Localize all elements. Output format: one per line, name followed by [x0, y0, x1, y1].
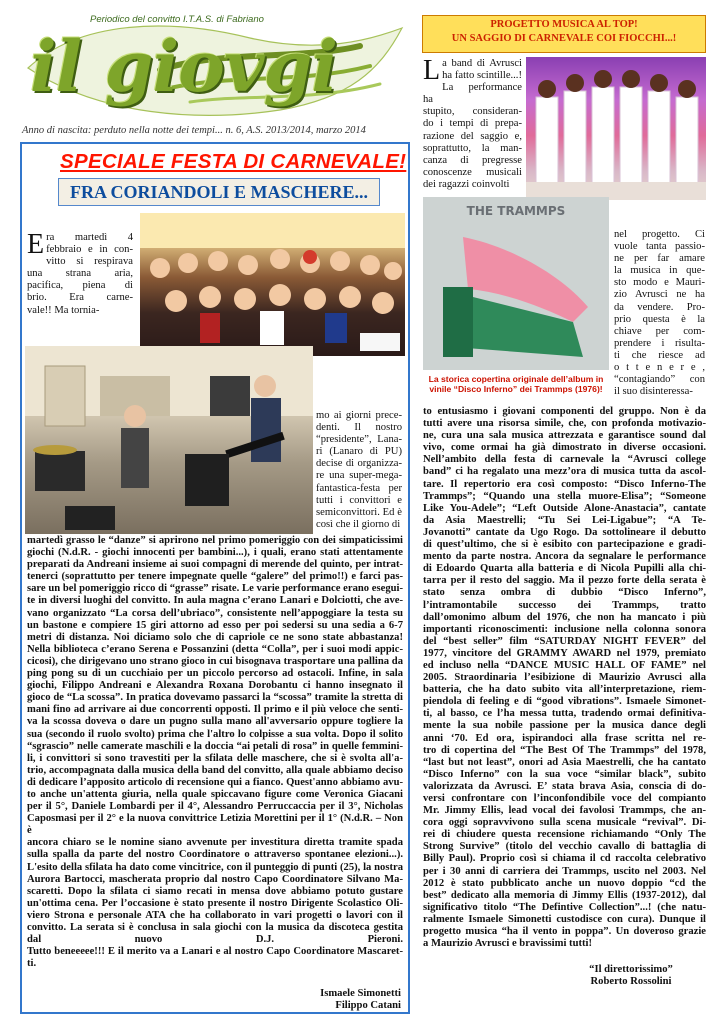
- text-line: pacifica, piena di: [27, 280, 133, 292]
- text-line: brio. Era carne-: [27, 292, 133, 304]
- album-label: THE TRAMMPS: [466, 204, 566, 218]
- masthead-title: il giovgi: [30, 25, 337, 108]
- text-line: anni ‘70. Ed ora, ispirandoci alla frase scritta nel re-: [423, 732, 706, 744]
- text-line: “sgrascio” nelle camerate maschili e la doccia “ai petali di rosa” in quelle femmini-: [27, 740, 403, 752]
- text-line: ri (Lanaro di PU): [316, 446, 402, 458]
- text-line: prendere i risulta-: [614, 337, 705, 349]
- author-2: Filippo Catani: [335, 1000, 401, 1012]
- carnival-crowd-illustration: [140, 213, 405, 356]
- text-line: valorizzata da Avrusci. E’ stata brava Asia, conscia di do-: [423, 780, 706, 792]
- text-line: tare. Il repertorio era così composto: “Disco Inferno-The: [423, 478, 706, 490]
- text-line: Like You-Adele”; “Left Outside Alone-Anastacia”, cantate: [423, 502, 706, 514]
- right-title-line1: PROGETTO MUSICA AL TOP!: [490, 19, 638, 30]
- text-line: ra martedì 4: [46, 232, 133, 243]
- text-line: “last but not least”, onori ad Asia Maestrelli, che ha cantato: [423, 756, 706, 768]
- text-line: un bastone e compiere 15 giri attorno ad esso per poi sedersi su una sedia a 6-7: [27, 619, 403, 631]
- disco-inferno-album-photo: [423, 197, 609, 370]
- text-line: “Disco Inferno” con la sua voce “similar black”, subito: [423, 768, 706, 780]
- text-line: la musica in que-: [614, 265, 705, 277]
- text-line: Trammps”; “Quando una stella muore-Elisa”; “Someone: [423, 490, 706, 502]
- text-line: del “best seller” film “SATURDAY NIGHT FEVER” del: [423, 635, 706, 647]
- text-line: tro di copertina del “The Best Of The Trammps” del 1978,: [423, 744, 706, 756]
- album-caption: La storica copertina originale dell’album in vinile “Disco Inferno” dei Trammps (1976)!: [428, 374, 604, 394]
- text-line: trio, accompagnata dalla musica della band del convitto, alla quale abbiamo deciso: [27, 764, 403, 776]
- text-line: canza di pregresse: [423, 154, 522, 166]
- right-body-lines: [423, 406, 706, 950]
- text-line: ti che riesce ad: [614, 349, 705, 361]
- text-line: 2012 è stato pubblicato anche un nuovo doppio “cd the: [423, 877, 706, 889]
- text-line: importanti riconoscimenti: inclusione nella colonna sonora: [423, 623, 706, 635]
- right-intro-paragraph: [423, 55, 522, 191]
- text-line: tutti i convittori e: [316, 494, 402, 506]
- trammps-band-photo: [526, 57, 706, 200]
- text-line: sulla spalla da parte del nostro Coordinatore o attraverso spontanee elezioni...).: [27, 849, 403, 861]
- text-line: ne, cura una sala musica attrezzata e garantisce sound dal: [423, 430, 706, 442]
- school-band-photo: [25, 346, 313, 534]
- text-line: a Maurizio Avrusci e bravissimi tutti!: [423, 938, 592, 950]
- text-line: ti, al basso, ce l’ha messa tutta, tradendo ormai definitiva-: [423, 708, 706, 720]
- text-line: soprattutto, la man-: [423, 142, 522, 154]
- text-line: Tutto beneeeee!!! E il merito va a Lanari e al nostro Capo Coordinatore Mascaret-: [27, 946, 403, 958]
- text-line: o t t e n e r e ,: [614, 362, 705, 374]
- text-line: ancora chiaro se le nomine siano avvenute per investitura diretta tramite spada: [27, 837, 403, 849]
- text-line: batteria, che ha dato subito vita all’interpretazione, riem-: [423, 684, 706, 696]
- text-line: va la scossa doveva o dare un pugno sulla mano all'avversario oppure togliere la: [27, 716, 403, 728]
- text-line: progetto musica “ha il vento in poppa”. Un doveroso grazie: [423, 926, 706, 938]
- text-line: re una super-mega-: [316, 470, 402, 482]
- text-line: giochi (N.d.R. - giochi innocenti per bambini...), i quali, erano stati attentamente: [27, 547, 403, 559]
- text-line: ne per far amare: [614, 253, 705, 265]
- text-line: mo ai giorni prece-: [316, 410, 402, 421]
- text-line: li, i convittori si sono travestiti per la sfilata delle maschere, che si è svolta all'a-: [27, 752, 403, 764]
- text-line: Aurora Bartocci, mascherata proprio dal nostro Capo Coordinatore Silvano Ma-: [27, 873, 403, 885]
- right-author: Roberto Rossolini: [590, 976, 672, 988]
- text-line: preparati da Andreani insieme ai suoi compagni di merende del quinto, per intrat-: [27, 559, 403, 571]
- band-stage-illustration: [25, 346, 313, 534]
- text-line: Mr. Jimmy Ellis, lead vocal dei favolosi Trammps, che an-: [423, 805, 706, 817]
- text-line: Nell’ambito della festa di carnevale la “Avrusci college: [423, 454, 706, 466]
- text-line: ralmente Ismaele Simonetti custodisce con cura). Dunque il: [423, 913, 706, 925]
- drop-cap: E: [27, 229, 45, 260]
- text-line: te in diversi luoghi del convitto. In aula magna c’erano Lanari e Dolciotti, che ave-: [27, 595, 403, 607]
- text-line: nel progetto. Ci: [614, 229, 705, 240]
- text-line: stato senza ombra di dubbio “Disco Inferno”,: [423, 587, 706, 599]
- carnival-group-photo: [140, 213, 405, 356]
- signoff: “Il direttorissimo”: [589, 964, 673, 975]
- text-line: zio Avrusci ne ha: [614, 289, 705, 301]
- text-line: piendola di feeling e di “good vibrations”. Ismaele Simonet-: [423, 696, 706, 708]
- text-line: decise di organizza-: [316, 458, 402, 470]
- text-line: “contagiando” con: [614, 374, 705, 386]
- right-drop-cap: L: [423, 55, 441, 86]
- text-line: ha fatto scintille...!: [442, 70, 522, 82]
- text-line: vivo, come ormai ha già dimostrato in diverse occasioni.: [423, 442, 706, 454]
- text-line: un'ottima cena. Per l’occasione è stato presente il nostro Dirigente Scolastico Oli-: [27, 897, 403, 909]
- text-line: l’intramontabile successo dei Trammps, tratto: [423, 599, 706, 611]
- text-line: Strong Survive” (titolo del vecchio cavallo di battaglia di: [423, 841, 706, 853]
- author-1: Ismaele Simonetti: [320, 988, 401, 999]
- text-line: 2005. Straordinaria l’esibizione di Maurizio Avrusci alla: [423, 672, 706, 684]
- text-line: to entusiasmo i giovani componenti del gruppo. Non è da: [423, 406, 706, 417]
- text-line: sare un bel pomeriggio ricco di “grasse” risate. Le varie performance erano esegui-: [27, 583, 403, 595]
- text-line: di quest’ultimo, che si è esibito con partecipazione e gradi-: [423, 539, 706, 551]
- left-side-paragraph: [316, 410, 402, 531]
- text-line: rei di chiudere questa recensione richiamando “Only The: [423, 829, 706, 841]
- text-line: semiconvittori. Ed è: [316, 506, 402, 518]
- text-line: denti. Il nostro: [316, 422, 402, 434]
- text-line: ti.: [27, 958, 37, 970]
- text-line: da Asia Maestrelli; “Tu Sei Lei-Ligabue”; “A Te-: [423, 514, 706, 526]
- right-signoff: [556, 964, 706, 988]
- left-side-lines: [316, 410, 402, 531]
- text-line: metri di distanza. Noi diciamo solo che di capriole ce ne sono state abbastanza!: [27, 631, 403, 643]
- text-line: così che il giorno di: [316, 518, 401, 530]
- text-line: viero Strona e personale ATA che ha collaborato in vari progetti o lavori con il: [27, 909, 403, 921]
- text-line: razione del saggio e,: [423, 130, 522, 142]
- text-line: to anche un'attenta giuria, nella quale spiccavano figure come Veronica Giacani: [27, 788, 403, 800]
- text-line: ping pong su di un cucchiaio per un piccolo percorso ad ostacoli. Infine, in sala: [27, 668, 403, 680]
- text-line: il suo disinteressa-: [614, 386, 693, 398]
- text-line: convitto. La serata si è conclusa in sala giochi con la musica da discoteca gestita: [27, 922, 403, 933]
- text-line: Nella biblioteca c’erano Serena e Possanzini (detta “Colla”, per i suoi modi appic-: [27, 643, 403, 655]
- text-line: La performance ha: [423, 82, 522, 106]
- text-line: conoscenze musicali: [423, 166, 522, 178]
- text-line: da vendere. Pro-: [614, 301, 705, 313]
- text-line: fantastica-festa per: [316, 482, 402, 494]
- text-line: best” dedicato alla memoria di Jimmy Ellis (1937-2012), dal: [423, 889, 706, 901]
- text-line: band” ci ha regalato una mezz’ora di musica tutta da ascol-: [423, 466, 706, 478]
- text-line: sua (secondo il ruolo svolto) prima che l'altro lo colpisse a sua volta. Dopo il solito: [27, 728, 403, 740]
- text-line: vale!! Ma tornia-: [27, 304, 100, 316]
- text-line: “presidente”, Lana-: [316, 434, 402, 446]
- text-line: gioco de “La scossa”. In pratica dovevamo passarci la “scossa” tramite la stretta di: [27, 692, 403, 704]
- left-body-paragraph: [27, 535, 403, 970]
- text-line: vuole tanta passio-: [614, 241, 705, 253]
- text-line: di dedicare l’apposito articolo di recensione qui a fianco. Quest'anno abbiamo avu-: [27, 776, 403, 788]
- text-line: Jovanotti” cantate da Ugo Rogo. Da sottolineare il debutto: [423, 526, 706, 538]
- text-line: tutti avere una risorsa simile, che, con profonda motivazio-: [423, 418, 706, 430]
- text-line: dall’omonimo album del 1976, che non ha mancato i più: [423, 611, 706, 623]
- text-line: stupito, consideran-: [423, 106, 522, 118]
- masthead-subtitle: Periodico del convitto I.T.A.S. di Fabriano: [90, 14, 264, 25]
- text-line: vano organizzato “La corsa dell’ubriaco”, consistente nell’appoggiare la testa su: [27, 607, 403, 619]
- left-intro-paragraph: [27, 229, 133, 317]
- right-side-lines: [614, 229, 705, 398]
- issue-line: Anno di nascita: perduto nella notte dei tempi... n. 6, A.S. 2013/2014, marzo 2014: [22, 125, 366, 136]
- left-body-lines: [27, 535, 403, 970]
- text-line: 1977, vincitore del GRAMMY AWARD nel 1979, premiato: [423, 647, 706, 659]
- text-line: prio questa è la: [614, 313, 705, 325]
- text-line: sto modo e Mauri-: [614, 277, 705, 289]
- text-line: tenerci (soprattutto per tenere impegnate quelle “galere” del primo!!) e farci pas-: [27, 571, 403, 583]
- text-line: tarra per il resto del saggio. Ma il pezzo forte della serata è: [423, 575, 706, 587]
- section-title: SPECIALE FESTA DI CARNEVALE!: [60, 150, 407, 173]
- text-line: Billy Paul). Proprio così si chiama il cd raccolta celebrativo: [423, 853, 706, 865]
- text-line: cicosi), che dirigevano uno strano gioco in cui bisognava trasportare una pallina da: [27, 655, 403, 667]
- text-line: mani fino ad arrivare ai due concorrenti opposti. Il primo e il più veloce che senti-: [27, 704, 403, 716]
- text-line: mento da parte nostra. Ancora da segnalare le performance: [423, 551, 706, 563]
- text-line: a band di Avrusci: [442, 58, 522, 69]
- text-line: versi confrontare con l’inconfondibile voce del compianto: [423, 793, 706, 804]
- text-line: dei ragazzi coinvolti: [423, 178, 510, 190]
- text-line: una strana aria,: [27, 268, 133, 280]
- text-line: ed incluso nella “DANCE MUSIC HALL OF FAME” nel: [423, 659, 706, 671]
- article-headline: FRA CORIANDOLI E MASCHERE...: [69, 182, 369, 202]
- text-line: cora oggi sopravvivono sulla scena musicale “revival”. Di-: [423, 817, 706, 829]
- text-line: vitto si respirava: [46, 256, 133, 268]
- right-body-paragraph: [423, 406, 706, 950]
- text-line: giochi, Filippo Andreani e Alexandra Roxana Dorobantu ci hanno insegnato il: [27, 680, 403, 692]
- text-line: do i tempi di prepa-: [423, 118, 522, 130]
- right-side-paragraph: [614, 229, 705, 398]
- right-title-line2: UN SAGGIO DI CARNEVALE COI FIOCCHI...!: [451, 33, 677, 44]
- text-line: significativo titolo “The Defintive Collection”...! (che natu-: [423, 901, 706, 913]
- text-line: mente la sua nobile passione per la musica dance degli: [423, 720, 706, 732]
- left-authors: [250, 988, 401, 1012]
- text-line: L'esito della sfilata ha dato come vincitrice, con il punteggio di punti (25), la nostra: [27, 861, 403, 873]
- text-line: martedì grasso le “danze” si aprirono nel primo pomeriggio con dei simpaticissimi: [27, 535, 403, 546]
- text-line: di Edoardo Quarta alla batteria e di Nicola Pupilli alla chi-: [423, 563, 706, 575]
- text-line: dal nuovo D.J. Pieroni.: [27, 934, 403, 946]
- text-line: scaretti. Dopo la sfilata ci siamo recati in mensa dove abbiamo potuto gustare: [27, 885, 403, 897]
- text-line: Caposmasi per il 2° e la nuova convittrice Letizia Morettini per il 1° (N.d.R. – Non è: [27, 813, 403, 837]
- trammps-illustration: [526, 57, 706, 200]
- text-line: per i 30 anni di carriera dei Trammps, uscito nel 2003. Nel: [423, 865, 706, 877]
- platform-shoe-illustration: [423, 197, 609, 370]
- text-line: febbraio e in con-: [46, 244, 133, 256]
- text-line: chiave per com-: [614, 325, 705, 337]
- text-line: per il 5°, Daniele Lombardi per il 4°, Alessandro Perruccaccia per il 3°, Nicholas: [27, 801, 403, 813]
